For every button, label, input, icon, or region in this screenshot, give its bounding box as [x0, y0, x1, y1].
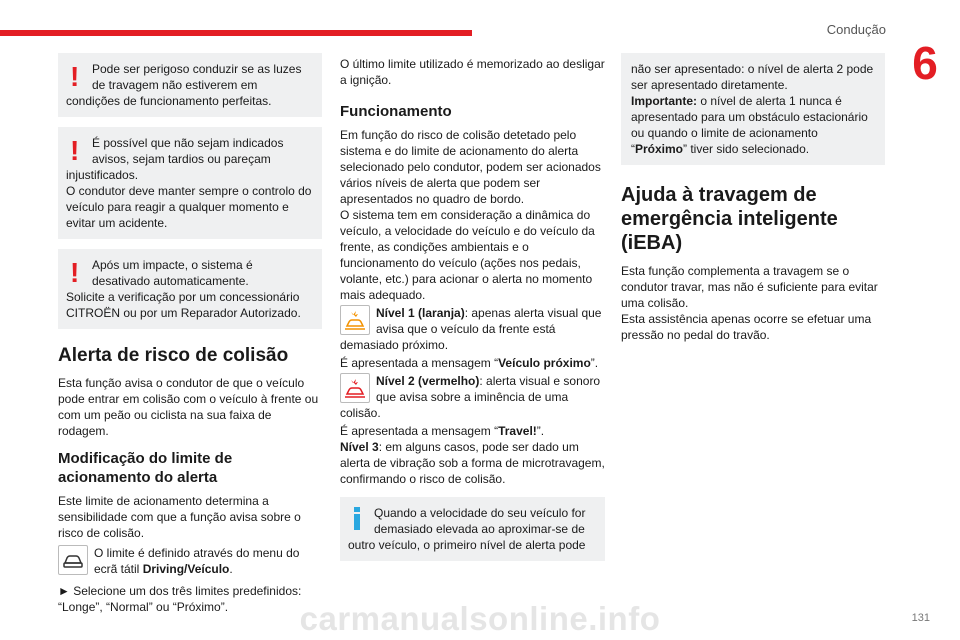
paragraph: Em função do risco de colisão detetado pelo sistema e do limite de acionamento do alerta selecionado pelo condutor, podem ser acionados vários níveis de alerta que podem ser apresentados no quadro de bordo.	[340, 128, 601, 206]
info-text: não ser apresentado: o nível de alerta 2 pode ser apresentado diretamente.	[631, 62, 874, 92]
level-2-text: : alerta visual e sonoro que avisa sobre a iminência de uma colisão.	[340, 374, 601, 420]
message-brake: Travel!	[498, 424, 537, 438]
message-prefix: É apresentada a mensagem “	[340, 356, 499, 370]
column-right	[621, 53, 885, 347]
heading-threshold: Modificação do limite de acionamento do alerta	[58, 450, 233, 486]
warning-text: Após um impacte, o sistema é desativado automaticamente.	[92, 258, 253, 288]
heading-operation: Funcionamento	[340, 103, 452, 120]
punctuation: ”.	[536, 424, 545, 438]
menu-instruction	[58, 545, 322, 581]
column-middle	[340, 56, 605, 571]
paragraph: Esta assistência apenas ocorre se efetuar uma pressão no pedal do travão.	[621, 312, 872, 342]
menu-text: O limite é definido através do menu do ecrã tátil	[94, 546, 300, 576]
important-text: o nível de alerta 1 nunca é apresentado para um obstáculo estacionário ou quando o limite de acionamento “	[631, 94, 868, 156]
page-number: 131	[911, 612, 930, 624]
column-left	[58, 53, 322, 619]
level-1-text: : apenas alerta visual que avisa que o veículo da frente está demasiado próximo.	[340, 306, 602, 352]
important-label: Importante:	[631, 94, 697, 108]
chapter-number: 6	[912, 37, 938, 89]
heading-ieba: Ajuda à travagem de emergência inteligente (iEBA)	[621, 184, 838, 254]
warning-exclamation-icon: !	[70, 135, 80, 166]
paragraph: O último limite utilizado é memorizado ao desligar a ignição.	[340, 57, 605, 87]
punctuation: ”.	[590, 356, 599, 370]
info-important	[631, 93, 877, 157]
warning-text: Solicite a verificação por um concessionário CITROËN ou por um Reparador Autorizado.	[66, 290, 301, 320]
paragraph: O sistema tem em consideração a dinâmica do veículo, a velocidade do veículo e do veículo da frente, as condições ambientais e o funcionamento do veículo (ações nos pedais, volante, etc.) para acionar o alerta no momento mais adequado.	[340, 208, 595, 302]
car-menu-icon	[58, 545, 88, 575]
level-3-text: : em alguns casos, pode ser dado um alerta de vibração sob a forma de microtravagem, confirmando o risco de colisão.	[340, 440, 605, 486]
warning-text: O condutor deve manter sempre o controlo do veículo para reagir a qualquer momento e evitar um acidente.	[66, 184, 312, 230]
heading-collision-alert: Alerta de risco de colisão	[58, 345, 289, 366]
level-1-item	[340, 305, 605, 353]
warning-exclamation-icon: !	[70, 61, 80, 92]
info-icon	[354, 507, 360, 530]
warning-exclamation-icon: !	[70, 257, 80, 288]
paragraph: Este limite de acionamento determina a sensibilidade com que a função avisa sobre o risco de colisão.	[58, 494, 301, 540]
info-box-continued	[621, 53, 885, 165]
message-vehicle-close: Veículo próximo	[498, 356, 591, 370]
level-1-label: Nível 1 (laranja)	[376, 306, 465, 320]
message-prefix: É apresentada a mensagem “	[340, 424, 499, 438]
header-accent-bar	[0, 30, 472, 36]
collision-alert-red-icon	[340, 373, 370, 403]
warning-text: Pode ser perigoso conduzir se as luzes de travagem não estiverem em condições de funcionamento perfeitas.	[66, 62, 302, 108]
level-2-label: Nível 2 (vermelho)	[376, 374, 480, 388]
warning-text: É possível que não sejam indicados avisos, sejam tardios ou pareçam injustificados.	[66, 136, 284, 182]
threshold-near: Próximo	[635, 142, 684, 156]
info-box-speed	[340, 497, 605, 561]
punctuation: .	[229, 562, 233, 576]
paragraph: Esta função avisa o condutor de que o veículo pode entrar em colisão com o veículo à frente ou com um peão ou ciclista na sua faixa de rodagem.	[58, 376, 319, 438]
level-2-item	[340, 373, 605, 421]
section-title: Condução	[826, 22, 886, 37]
info-text: Quando a velocidade do seu veículo for demasiado elevada ao aproximar-se de outro veículo, o primeiro nível de alerta pode	[348, 506, 586, 552]
important-text: ” tiver sido selecionado.	[683, 142, 810, 156]
warning-box-impact	[58, 249, 322, 329]
instruction-select: ► Selecione um dos três limites predefinidos: “Longe”, “Normal” ou “Próximo”.	[58, 584, 302, 614]
paragraph: Esta função complementa a travagem se o condutor travar, mas não é suficiente para evitar uma colisão.	[621, 264, 878, 310]
watermark: carmanualsonline.info	[299, 600, 661, 637]
level-3-label: Nível 3	[340, 440, 379, 454]
menu-path: Driving/Veículo	[142, 562, 230, 576]
warning-box-alerts	[58, 127, 322, 239]
collision-alert-orange-icon	[340, 305, 370, 335]
warning-box-brake-lights	[58, 53, 322, 117]
